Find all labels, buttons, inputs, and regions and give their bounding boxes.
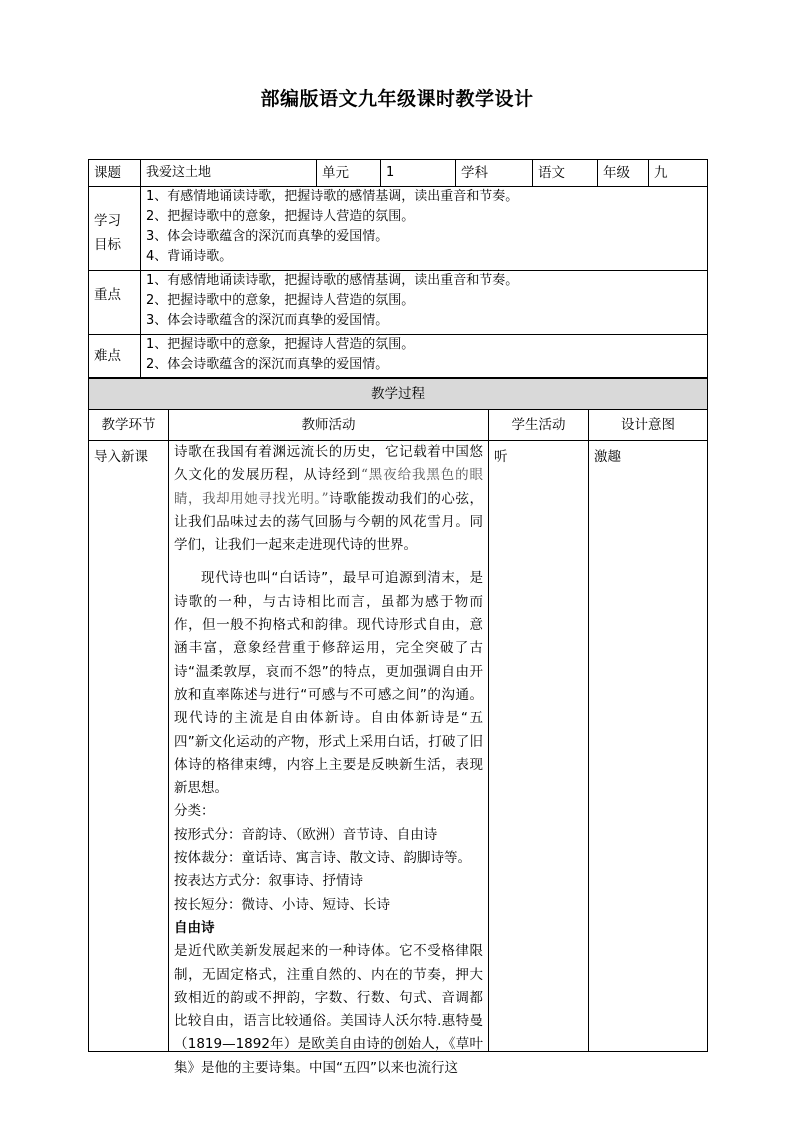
goal-item: 4、背诵诗歌。 bbox=[146, 249, 233, 264]
difficult-points-list bbox=[141, 335, 708, 378]
teacher-activity-cell bbox=[169, 441, 489, 1076]
difficult-point-item: 1、把握诗歌中的意象，把握诗人营造的氛围。 bbox=[146, 337, 415, 352]
grade-value: 九 bbox=[649, 160, 708, 187]
goals-label-line-2: 目标 bbox=[94, 237, 121, 253]
teaching-process-table bbox=[88, 378, 708, 1076]
stage-cell: 导入新课 bbox=[89, 441, 169, 1052]
classification-genre: 按体裁分：童话诗、寓言诗、散文诗、韵脚诗等。 bbox=[174, 850, 471, 867]
topic-value: 我爱这土地 bbox=[141, 160, 317, 187]
goal-item: 1、有感情地诵读诗歌，把握诗歌的感情基调，读出重音和节奏。 bbox=[146, 189, 519, 204]
goals-label bbox=[89, 187, 141, 271]
classification-length: 按长短分：微诗、小诗、短诗、长诗 bbox=[174, 896, 390, 913]
page-title: 部编版语文九年级课时教学设计 bbox=[260, 88, 534, 110]
column-header-stage: 教学环节 bbox=[89, 410, 169, 441]
goal-item: 2、把握诗歌中的意象，把握诗人营造的氛围。 bbox=[146, 209, 415, 224]
key-points-label: 重点 bbox=[89, 271, 141, 335]
student-activity-cell: 听 bbox=[489, 441, 589, 1052]
goal-item: 3、体会诗歌蕴含的深沉而真挚的爱国情。 bbox=[146, 229, 389, 244]
goals-label-line-1: 学习 bbox=[94, 213, 121, 229]
grade-label: 年级 bbox=[598, 160, 649, 187]
section-title: 教学过程 bbox=[89, 379, 708, 410]
intro-paragraph bbox=[174, 441, 483, 557]
lesson-info-table bbox=[88, 159, 708, 378]
unit-label: 单元 bbox=[317, 160, 381, 187]
classification-form: 按形式分：音韵诗、（欧洲）音节诗、自由诗 bbox=[174, 826, 438, 843]
key-point-item: 1、有感情地诵读诗歌，把握诗歌的感情基调，读出重音和节奏。 bbox=[146, 273, 519, 288]
free-verse-paragraph: 是近代欧美新发展起来的一种诗体。它不受格律限制，无固定格式，注重自然的、内在的节奏，押大致相近的韵或不押韵，字数、行数、句式、音调都比较自由，语言比较通俗。美国诗人沃尔特.惠特曼（1819—1892年）是欧美自由诗的创始人，《草叶集》是他的主要诗集。中国“五四”以来也流行这 bbox=[174, 943, 483, 1076]
teacher-activity-content bbox=[174, 441, 484, 1076]
modern-poetry-paragraph: 现代诗也叫“白话诗”，最早可追源到清末，是诗歌的一种，与古诗相比而言，虽都为感于物而作，但一般不拘格式和韵律。现代诗形式自由，意涵丰富，意象经营重于修辞运用，完全突破了古诗“温柔敦厚，哀而不怨”的特点，更加强调自由开放和直率陈述与进行“可感与不可感之间”的沟通。现代诗的主流是自由体新诗。自由体新诗是“五四”新文化运动的产物，形式上采用白话，打破了旧体诗的格律束缚，内容上主要是反映新生活，表现新思想。 bbox=[174, 570, 483, 797]
difficult-points-label: 难点 bbox=[89, 335, 141, 378]
key-point-item: 2、把握诗歌中的意象，把握诗人营造的氛围。 bbox=[146, 293, 415, 308]
goals-list bbox=[141, 187, 708, 271]
key-point-item: 3、体会诗歌蕴含的深沉而真挚的爱国情。 bbox=[146, 313, 389, 328]
column-header-student: 学生活动 bbox=[489, 410, 589, 441]
subject-value: 语文 bbox=[533, 160, 598, 187]
intro-text-end: 诗歌能拨动我们的心弦，让我们品味过去的荡气回肠与今朝的风花雪月。同学们，让我们一起来走进现代诗的世界。 bbox=[174, 490, 483, 554]
intro-text: 诗歌在我国有着渊远流长的历史，它记载着中国悠久文化的发展历程，从诗经到 bbox=[174, 444, 483, 484]
design-intent-cell: 激趣 bbox=[589, 441, 708, 1052]
topic-label: 课题 bbox=[89, 160, 141, 187]
key-points-list bbox=[141, 271, 708, 335]
column-header-teacher: 教师活动 bbox=[169, 410, 489, 441]
column-header-intent: 设计意图 bbox=[589, 410, 708, 441]
subject-label: 学科 bbox=[456, 160, 533, 187]
classification-expression: 按表达方式分：叙事诗、抒情诗 bbox=[174, 873, 363, 890]
intro-quote: “黑夜给我黑色的眼睛，我却用她寻找光明。” bbox=[174, 467, 484, 507]
free-verse-heading: 自由诗 bbox=[174, 919, 215, 936]
classification-heading: 分类： bbox=[174, 803, 215, 820]
unit-value: 1 bbox=[381, 160, 456, 187]
difficult-point-item: 2、体会诗歌蕴含的深沉而真挚的爱国情。 bbox=[146, 357, 389, 372]
